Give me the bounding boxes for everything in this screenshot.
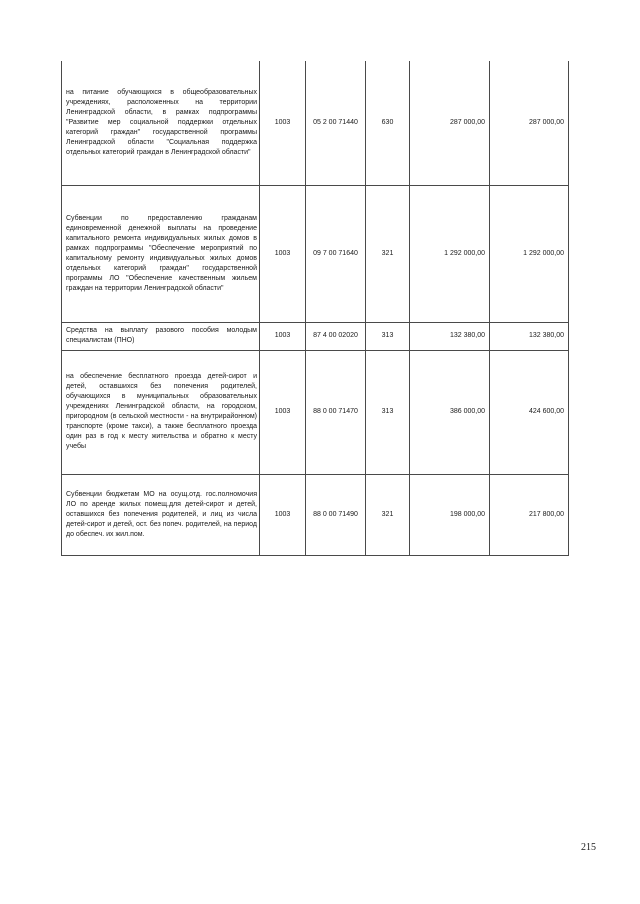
row-description: Субвенции по предоставлению гражданам единовременной денежной выплаты на проведение капитального ремонта индивидуальных жилых домов в рамках подпрограммы "Обеспечение мероприятий по капитальному ремонту индивидуальных жилых домов отдельных категорий граждан" государственной программы ЛО "Обеспечение качественным жильем граждан на территории Ленинградской области" — [62, 185, 260, 322]
budget-table — [61, 61, 569, 556]
table-row — [62, 322, 569, 350]
row-amount-year1: 287 000,00 — [410, 61, 490, 185]
row-target-item: 87 4 00 02020 — [306, 322, 366, 350]
row-amount-year2: 132 380,00 — [490, 322, 569, 350]
row-expense-type: 630 — [366, 61, 410, 185]
row-target-item: 88 0 00 71490 — [306, 474, 366, 555]
row-expense-type: 313 — [366, 350, 410, 474]
row-section-code: 1003 — [260, 185, 306, 322]
row-description: Средства на выплату разового пособия молодым специалистам (ПНО) — [62, 322, 260, 350]
row-section-code: 1003 — [260, 322, 306, 350]
table-row — [62, 474, 569, 555]
row-expense-type: 321 — [366, 185, 410, 322]
row-target-item: 05 2 00 71440 — [306, 61, 366, 185]
row-amount-year1: 1 292 000,00 — [410, 185, 490, 322]
row-description: на питание обучающихся в общеобразовательных учреждениях, расположенных на территории Ленинградской области, в рамках подпрограммы "Развитие мер социальной поддержки отдельных категорий граждан" государственной программы Ленинградской области "Социальная поддержка отдельных категорий граждан в Ленинградской области" — [62, 61, 260, 185]
row-description: Субвенции бюджетам МО на осущ.отд. гос.полномочия ЛО по аренде жилых помещ.для детей-сирот и детей, оставшихся без попечения родителей, и лиц из числа детей-сирот и детей, ост. без попеч. родителей, на период до обеспеч. их жил.пом. — [62, 474, 260, 555]
page-number: 215 — [581, 842, 596, 853]
row-amount-year2: 424 600,00 — [490, 350, 569, 474]
table-row — [62, 185, 569, 322]
row-amount-year1: 198 000,00 — [410, 474, 490, 555]
row-expense-type: 321 — [366, 474, 410, 555]
row-amount-year1: 386 000,00 — [410, 350, 490, 474]
table-row — [62, 61, 569, 185]
row-description: на обеспечение бесплатного проезда детей-сирот и детей, оставшихся без попечения родителей, обучающихся в муниципальных образовательных учреждениях Ленинградской области, на городском, пригородном (в сельской местности - на внутрирайонном) транспорте (кроме такси), а также бесплатного проезда один раз в год к месту жительства и обратно к месту учебы — [62, 350, 260, 474]
row-section-code: 1003 — [260, 474, 306, 555]
row-target-item: 88 0 00 71470 — [306, 350, 366, 474]
row-target-item: 09 7 00 71640 — [306, 185, 366, 322]
row-amount-year2: 287 000,00 — [490, 61, 569, 185]
row-amount-year1: 132 380,00 — [410, 322, 490, 350]
row-section-code: 1003 — [260, 61, 306, 185]
row-expense-type: 313 — [366, 322, 410, 350]
row-section-code: 1003 — [260, 350, 306, 474]
row-amount-year2: 217 800,00 — [490, 474, 569, 555]
row-amount-year2: 1 292 000,00 — [490, 185, 569, 322]
table-row — [62, 350, 569, 474]
